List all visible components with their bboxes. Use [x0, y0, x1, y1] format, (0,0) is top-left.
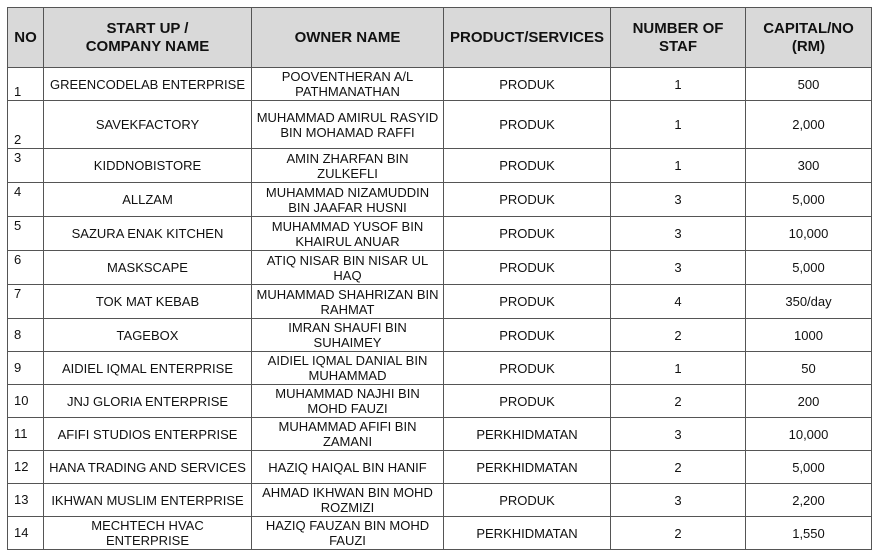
cell-no: 11 — [8, 418, 44, 451]
cell-product: PERKHIDMATAN — [444, 517, 611, 550]
cell-company: AIDIEL IQMAL ENTERPRISE — [44, 352, 252, 385]
table-row — [8, 285, 872, 319]
cell-product: PRODUK — [444, 251, 611, 285]
cell-product: PRODUK — [444, 217, 611, 251]
cell-owner: MUHAMMAD NAJHI BIN MOHD FAUZI — [252, 385, 444, 418]
cell-product: PRODUK — [444, 101, 611, 149]
table-row — [8, 183, 872, 217]
table-row — [8, 451, 872, 484]
header-no: NO — [8, 8, 44, 68]
cell-product: PRODUK — [444, 319, 611, 352]
header-capital-line1: CAPITAL/NO — [763, 19, 854, 37]
table-row — [8, 68, 872, 101]
header-company — [44, 8, 252, 68]
cell-staff: 1 — [611, 101, 746, 149]
cell-product: PRODUK — [444, 149, 611, 183]
table-row — [8, 251, 872, 285]
cell-product: PERKHIDMATAN — [444, 418, 611, 451]
cell-staff: 1 — [611, 68, 746, 101]
cell-capital: 2,000 — [746, 101, 872, 149]
cell-company: TOK MAT KEBAB — [44, 285, 252, 319]
cell-owner: MUHAMMAD AMIRUL RASYID BIN MOHAMAD RAFFI — [252, 101, 444, 149]
table-row — [8, 319, 872, 352]
cell-owner: ATIQ NISAR BIN NISAR UL HAQ — [252, 251, 444, 285]
cell-staff: 3 — [611, 217, 746, 251]
cell-company: ALLZAM — [44, 183, 252, 217]
header-capital — [746, 8, 872, 68]
cell-company: IKHWAN MUSLIM ENTERPRISE — [44, 484, 252, 517]
cell-owner: HAZIQ HAIQAL BIN HANIF — [252, 451, 444, 484]
cell-owner: POOVENTHERAN A/L PATHMANATHAN — [252, 68, 444, 101]
cell-owner: MUHAMMAD AFIFI BIN ZAMANI — [252, 418, 444, 451]
cell-no: 7 — [8, 285, 44, 319]
cell-company: TAGEBOX — [44, 319, 252, 352]
cell-staff: 4 — [611, 285, 746, 319]
table-row — [8, 385, 872, 418]
cell-company: SAVEKFACTORY — [44, 101, 252, 149]
header-row — [8, 8, 872, 68]
cell-capital: 10,000 — [746, 217, 872, 251]
cell-product: PERKHIDMATAN — [444, 451, 611, 484]
cell-capital: 500 — [746, 68, 872, 101]
cell-owner: AHMAD IKHWAN BIN MOHD ROZMIZI — [252, 484, 444, 517]
cell-capital: 10,000 — [746, 418, 872, 451]
cell-owner: MUHAMMAD SHAHRIZAN BIN RAHMAT — [252, 285, 444, 319]
cell-staff: 3 — [611, 183, 746, 217]
cell-capital: 50 — [746, 352, 872, 385]
table-row — [8, 352, 872, 385]
cell-product: PRODUK — [444, 68, 611, 101]
cell-no: 5 — [8, 217, 44, 251]
cell-product: PRODUK — [444, 183, 611, 217]
cell-no: 13 — [8, 484, 44, 517]
table-row — [8, 149, 872, 183]
cell-no: 3 — [8, 149, 44, 183]
cell-no: 8 — [8, 319, 44, 352]
table-row — [8, 217, 872, 251]
header-owner: OWNER NAME — [252, 8, 444, 68]
cell-capital: 5,000 — [746, 183, 872, 217]
cell-staff: 3 — [611, 418, 746, 451]
cell-owner: AIDIEL IQMAL DANIAL BIN MUHAMMAD — [252, 352, 444, 385]
cell-company: GREENCODELAB ENTERPRISE — [44, 68, 252, 101]
cell-capital: 1,550 — [746, 517, 872, 550]
cell-staff: 2 — [611, 451, 746, 484]
cell-capital: 350/day — [746, 285, 872, 319]
cell-staff: 1 — [611, 352, 746, 385]
header-product: PRODUCT/SERVICES — [444, 8, 611, 68]
cell-no: 9 — [8, 352, 44, 385]
startup-table-container — [7, 7, 871, 550]
table-row — [8, 101, 872, 149]
cell-company: MECHTECH HVAC ENTERPRISE — [44, 517, 252, 550]
header-company-line2: COMPANY NAME — [85, 37, 210, 55]
cell-capital: 2,200 — [746, 484, 872, 517]
header-staff-line1: NUMBER OF — [632, 19, 724, 37]
cell-staff: 1 — [611, 149, 746, 183]
cell-owner: MUHAMMAD NIZAMUDDIN BIN JAAFAR HUSNI — [252, 183, 444, 217]
cell-company: MASKSCAPE — [44, 251, 252, 285]
cell-capital: 200 — [746, 385, 872, 418]
cell-owner: HAZIQ FAUZAN BIN MOHD FAUZI — [252, 517, 444, 550]
cell-company: SAZURA ENAK KITCHEN — [44, 217, 252, 251]
cell-product: PRODUK — [444, 285, 611, 319]
cell-no: 14 — [8, 517, 44, 550]
cell-company: HANA TRADING AND SERVICES — [44, 451, 252, 484]
cell-staff: 3 — [611, 484, 746, 517]
table-row — [8, 517, 872, 550]
cell-staff: 3 — [611, 251, 746, 285]
cell-no: 12 — [8, 451, 44, 484]
cell-staff: 2 — [611, 517, 746, 550]
cell-product: PRODUK — [444, 385, 611, 418]
cell-no: 10 — [8, 385, 44, 418]
startup-table — [7, 7, 872, 550]
cell-no: 2 — [8, 101, 44, 149]
cell-no: 1 — [8, 68, 44, 101]
header-capital-line2: (RM) — [791, 37, 826, 55]
cell-capital: 1000 — [746, 319, 872, 352]
cell-product: PRODUK — [444, 352, 611, 385]
cell-capital: 5,000 — [746, 251, 872, 285]
header-staff-line2: STAF — [658, 37, 698, 55]
cell-capital: 300 — [746, 149, 872, 183]
cell-owner: AMIN ZHARFAN BIN ZULKEFLI — [252, 149, 444, 183]
header-staff — [611, 8, 746, 68]
table-row — [8, 418, 872, 451]
cell-staff: 2 — [611, 319, 746, 352]
cell-company: KIDDNOBISTORE — [44, 149, 252, 183]
header-company-line1: START UP / — [106, 19, 189, 37]
cell-company: AFIFI STUDIOS ENTERPRISE — [44, 418, 252, 451]
cell-owner: IMRAN SHAUFI BIN SUHAIMEY — [252, 319, 444, 352]
cell-product: PRODUK — [444, 484, 611, 517]
cell-no: 6 — [8, 251, 44, 285]
table-row — [8, 484, 872, 517]
cell-company: JNJ GLORIA ENTERPRISE — [44, 385, 252, 418]
cell-owner: MUHAMMAD YUSOF BIN KHAIRUL ANUAR — [252, 217, 444, 251]
cell-no: 4 — [8, 183, 44, 217]
cell-staff: 2 — [611, 385, 746, 418]
cell-capital: 5,000 — [746, 451, 872, 484]
